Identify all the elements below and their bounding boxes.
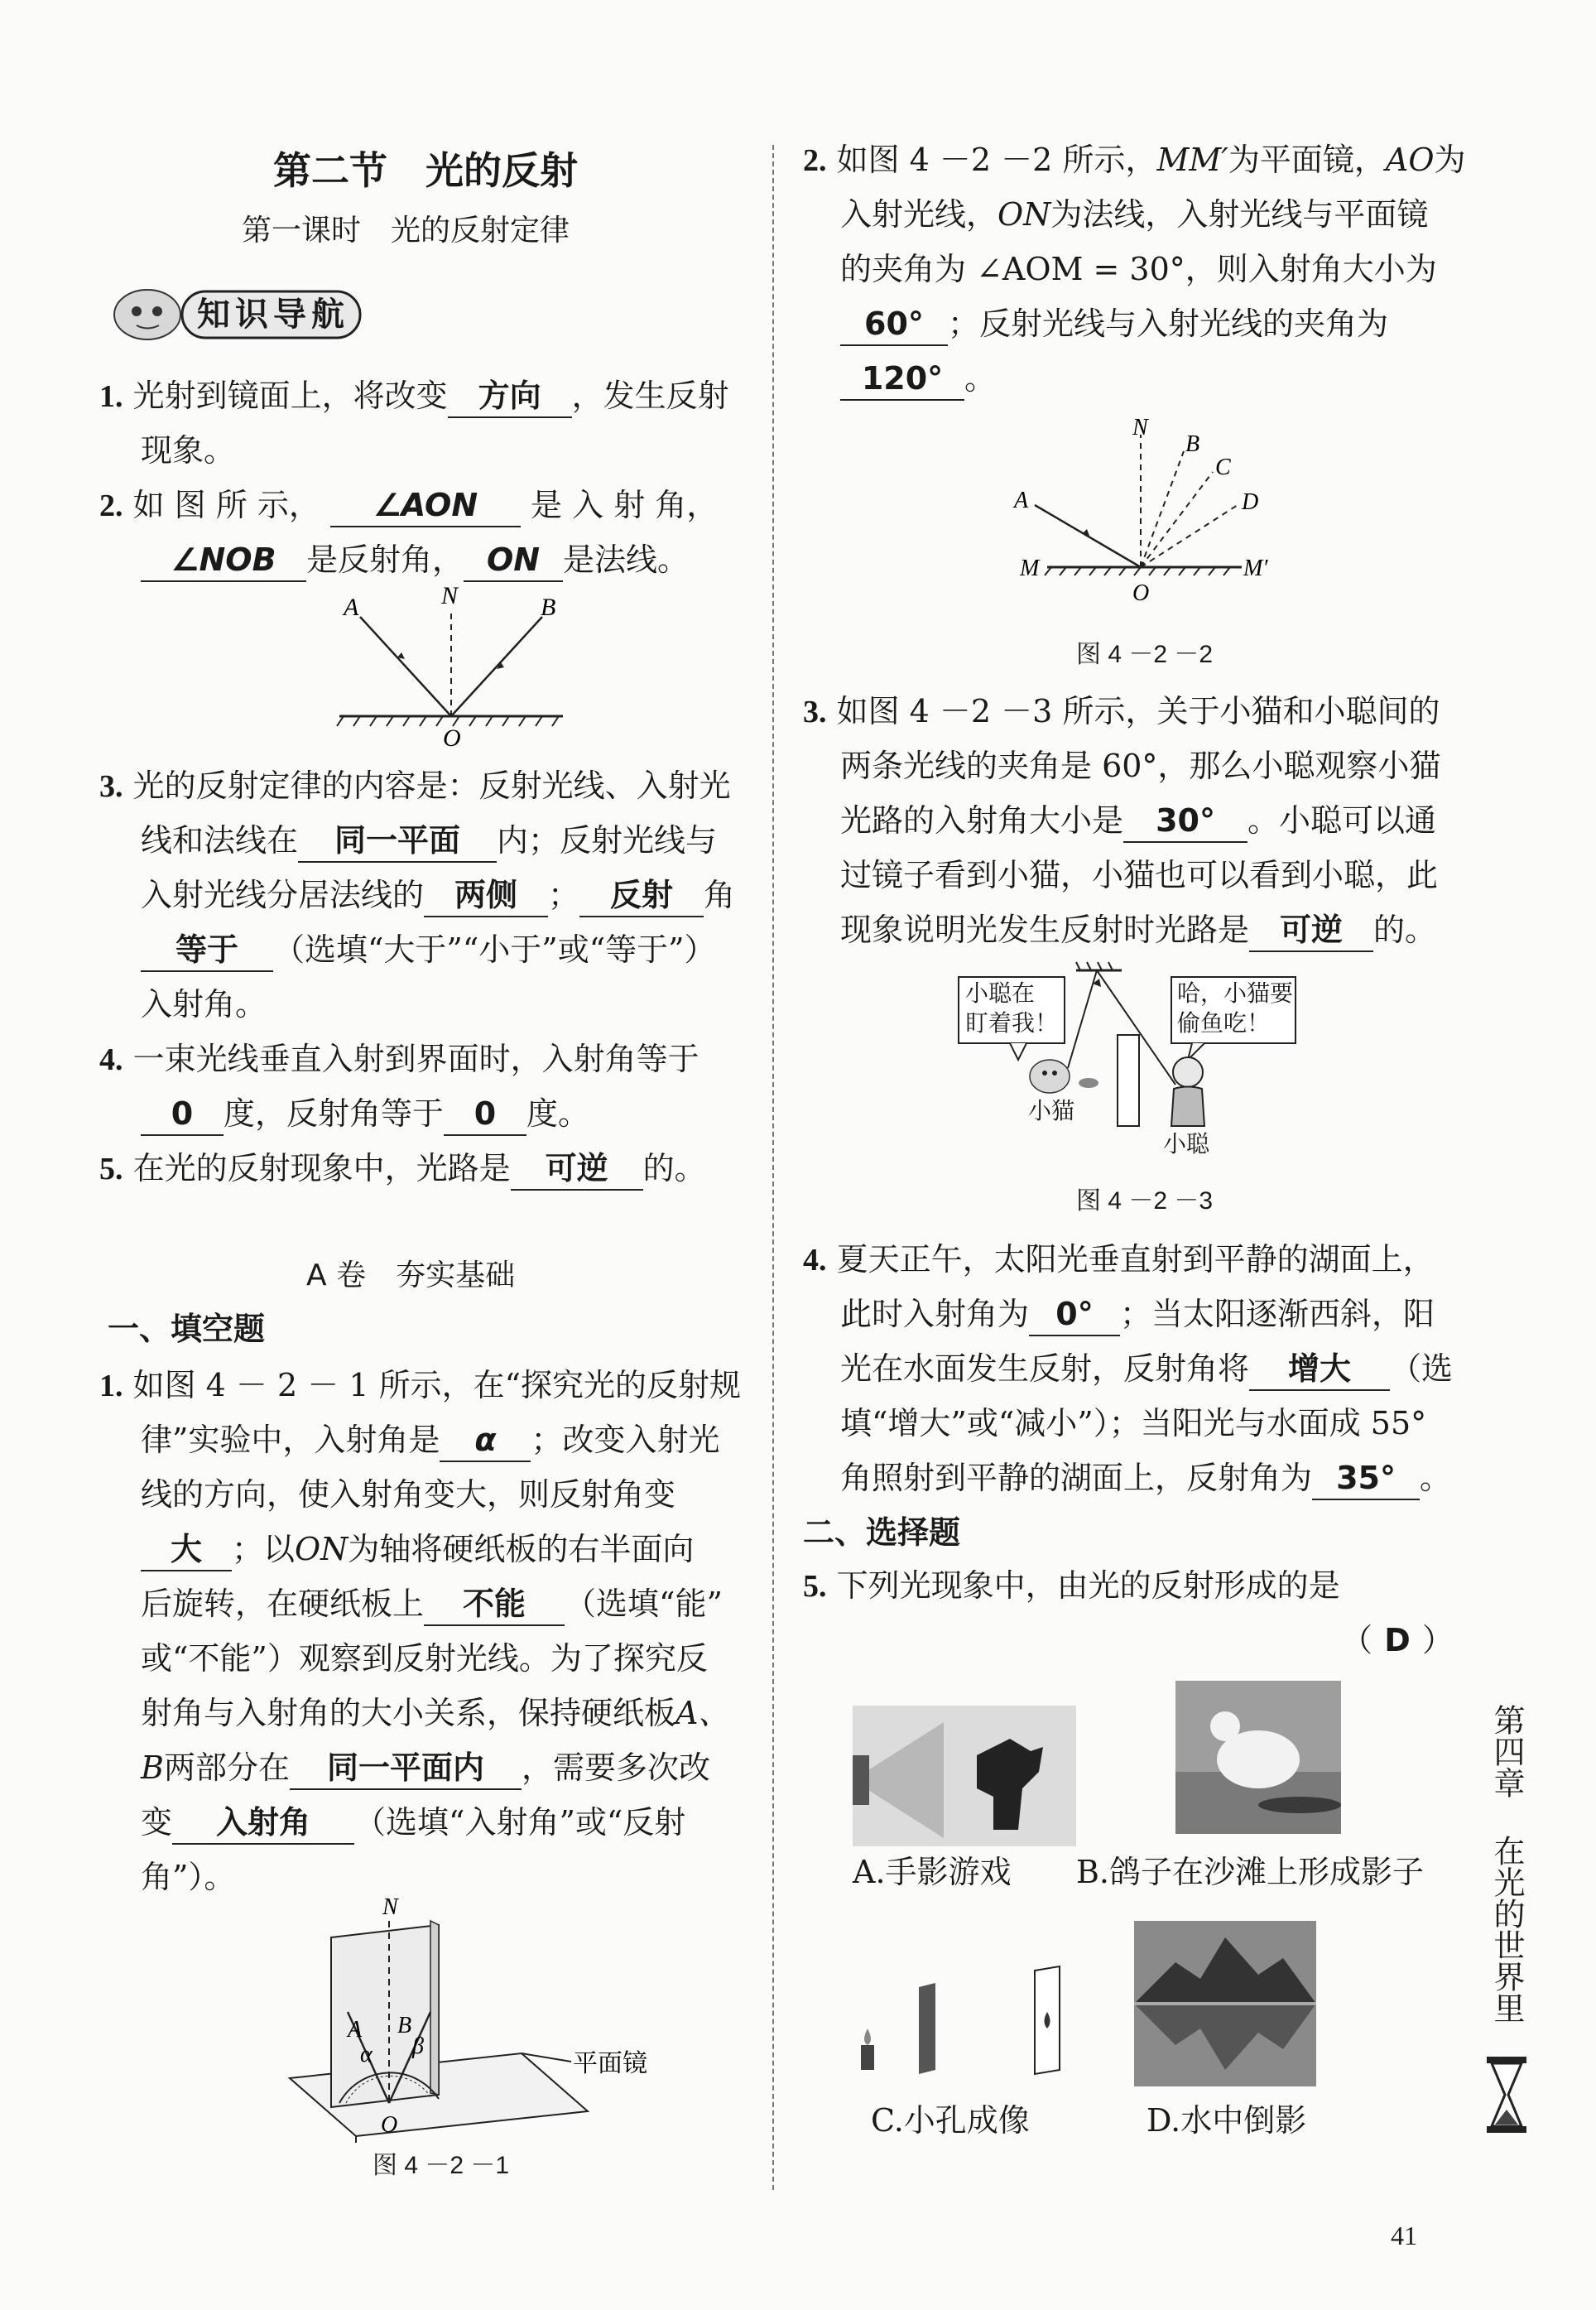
answer-blank[interactable]: 35°: [1312, 1457, 1420, 1500]
answer-blank[interactable]: 大: [141, 1528, 232, 1571]
partA-title: A 卷 夯实基础: [306, 1258, 516, 1292]
fig2-D: D: [1242, 489, 1259, 515]
page-number: 41: [1391, 2221, 1417, 2250]
answer-blank[interactable]: α: [440, 1419, 531, 1462]
label-N: N: [441, 582, 459, 609]
answer-blank[interactable]: 不能: [424, 1583, 565, 1626]
fig1-alpha: α: [360, 2042, 373, 2067]
chapter-side-tab: [1482, 1689, 1531, 2037]
answer-blank[interactable]: 0: [141, 1093, 224, 1136]
option-a-image[interactable]: [853, 1706, 1076, 1846]
knowledge-q3: 3. 光的反射定律的内容是：反射光线、入射光: [99, 768, 731, 804]
knowledge-badge: [108, 280, 364, 346]
label-cat: 小猫: [1028, 1097, 1075, 1124]
fig2-B: B: [1185, 431, 1200, 457]
answer-blank[interactable]: 同一平面内: [290, 1747, 522, 1790]
label-O: O: [443, 724, 461, 752]
knowledge-q5: 5. 在光的反射现象中，光路是 可逆 的。: [99, 1141, 706, 1196]
answer-blank[interactable]: 30°: [1123, 800, 1247, 843]
answer-blank[interactable]: 0°: [1029, 1293, 1120, 1336]
label-A: A: [344, 594, 359, 621]
fig1-mirror-label: 平面镜: [573, 2050, 647, 2077]
option-b-label[interactable]: B.鸽子在沙滩上形成影子: [1076, 1854, 1425, 1890]
fig2-O: O: [1132, 580, 1150, 606]
fig1-O: O: [381, 2112, 398, 2138]
bubble-cat-line1: 小聪在: [965, 979, 1036, 1007]
answer-blank[interactable]: 两侧: [424, 874, 548, 917]
answer-blank[interactable]: 反射: [579, 874, 704, 917]
partA-sec1: 一、填空题: [108, 1311, 266, 1347]
column-divider: [772, 145, 774, 2190]
answer-blank[interactable]: 等于: [141, 929, 273, 972]
option-c-label[interactable]: C.小孔成像: [871, 2102, 1030, 2139]
answer-blank[interactable]: 0: [444, 1093, 526, 1136]
label-boy: 小聪: [1163, 1130, 1210, 1157]
option-d-image[interactable]: [1134, 1921, 1316, 2086]
answer-choice[interactable]: D: [1384, 1622, 1411, 1658]
partA-q1: 1. 如图 4 － 2 － 1 所示，在“探究光的反射规: [99, 1367, 742, 1403]
side-chapter-title: 在光的世界里: [1488, 1835, 1525, 2024]
figure-4-2-2: [1002, 410, 1283, 625]
fig2-M: M: [1020, 556, 1040, 581]
right-q4: 4. 夏天正午，太阳光垂直射到平静的湖面上，: [803, 1241, 1435, 1278]
bubble-boy-line2: 偷鱼吃！: [1177, 1009, 1271, 1037]
hourglass-icon: [1483, 2053, 1530, 2136]
side-chapter-number: 第四章: [1488, 1704, 1525, 1798]
knowledge-q4: 4. 一束光线垂直入射到界面时，入射角等于: [99, 1041, 699, 1077]
reflection-diagram: [327, 582, 575, 752]
caption-4-2-3: 图 4 －2 －3: [1076, 1187, 1214, 1215]
bubble-cat-line2: 盯着我！: [965, 1009, 1059, 1037]
figure-4-2-3: [952, 960, 1308, 1159]
lesson-title: 第一课时 光的反射定律: [242, 214, 570, 248]
right-q5: 5. 下列光现象中，由光的反射形成的是: [803, 1567, 1340, 1604]
figure-4-2-1: [273, 1894, 647, 2186]
option-a-label[interactable]: A.手影游戏: [853, 1854, 1012, 1890]
q5-answer: （ D ）: [1341, 1613, 1454, 1668]
answer-blank[interactable]: 可逆: [511, 1148, 643, 1191]
section-title: 第二节 光的反射: [273, 148, 578, 193]
badge-label: 知识导航: [197, 296, 349, 334]
caption-4-2-1: 图 4 －2 －1: [373, 2152, 510, 2179]
fig2-A: A: [1014, 488, 1029, 513]
right-q3: 3. 如图 4 －2 －3 所示，关于小猫和小聪间的: [803, 693, 1440, 729]
right-sec2: 二、选择题: [803, 1514, 961, 1551]
label-B: B: [541, 594, 556, 621]
fig2-C: C: [1215, 455, 1231, 480]
answer-blank[interactable]: 可逆: [1249, 909, 1373, 952]
fig1-A: A: [348, 2017, 363, 2043]
answer-blank[interactable]: 60°: [840, 303, 948, 346]
option-b-image[interactable]: [1175, 1681, 1341, 1834]
option-c-image[interactable]: [853, 1962, 1068, 2086]
right-q2: 2. 如图 4 －2 －2 所示，MM′为平面镜，AO为: [803, 142, 1466, 178]
option-d-label[interactable]: D.水中倒影: [1147, 2102, 1307, 2139]
answer-blank[interactable]: ON: [464, 539, 563, 582]
knowledge-q1: 1. 光射到镜面上，将改变 方向 ，发生反射: [99, 368, 729, 424]
bubble-boy-line1: 哈，小猫要: [1177, 979, 1294, 1007]
answer-blank[interactable]: 120°: [840, 358, 964, 401]
answer-blank[interactable]: 同一平面: [298, 820, 497, 863]
answer-blank[interactable]: ∠NOB: [141, 539, 306, 582]
caption-4-2-2: 图 4 －2 －2: [1076, 641, 1214, 668]
knowledge-q2: 2. 如 图 所 示， ∠AON 是 入 射 角，: [99, 478, 718, 533]
fig2-N: N: [1132, 415, 1148, 440]
answer-blank[interactable]: 增大: [1249, 1348, 1390, 1391]
fig1-beta: β: [412, 2033, 424, 2059]
answer-blank[interactable]: 入射角: [172, 1802, 354, 1845]
fig2-M2: M′: [1243, 556, 1268, 581]
answer-blank[interactable]: ∠AON: [330, 484, 521, 527]
fig1-N: N: [382, 1894, 398, 1920]
answer-blank[interactable]: 方向: [448, 375, 572, 418]
fig1-B: B: [397, 2013, 412, 2038]
